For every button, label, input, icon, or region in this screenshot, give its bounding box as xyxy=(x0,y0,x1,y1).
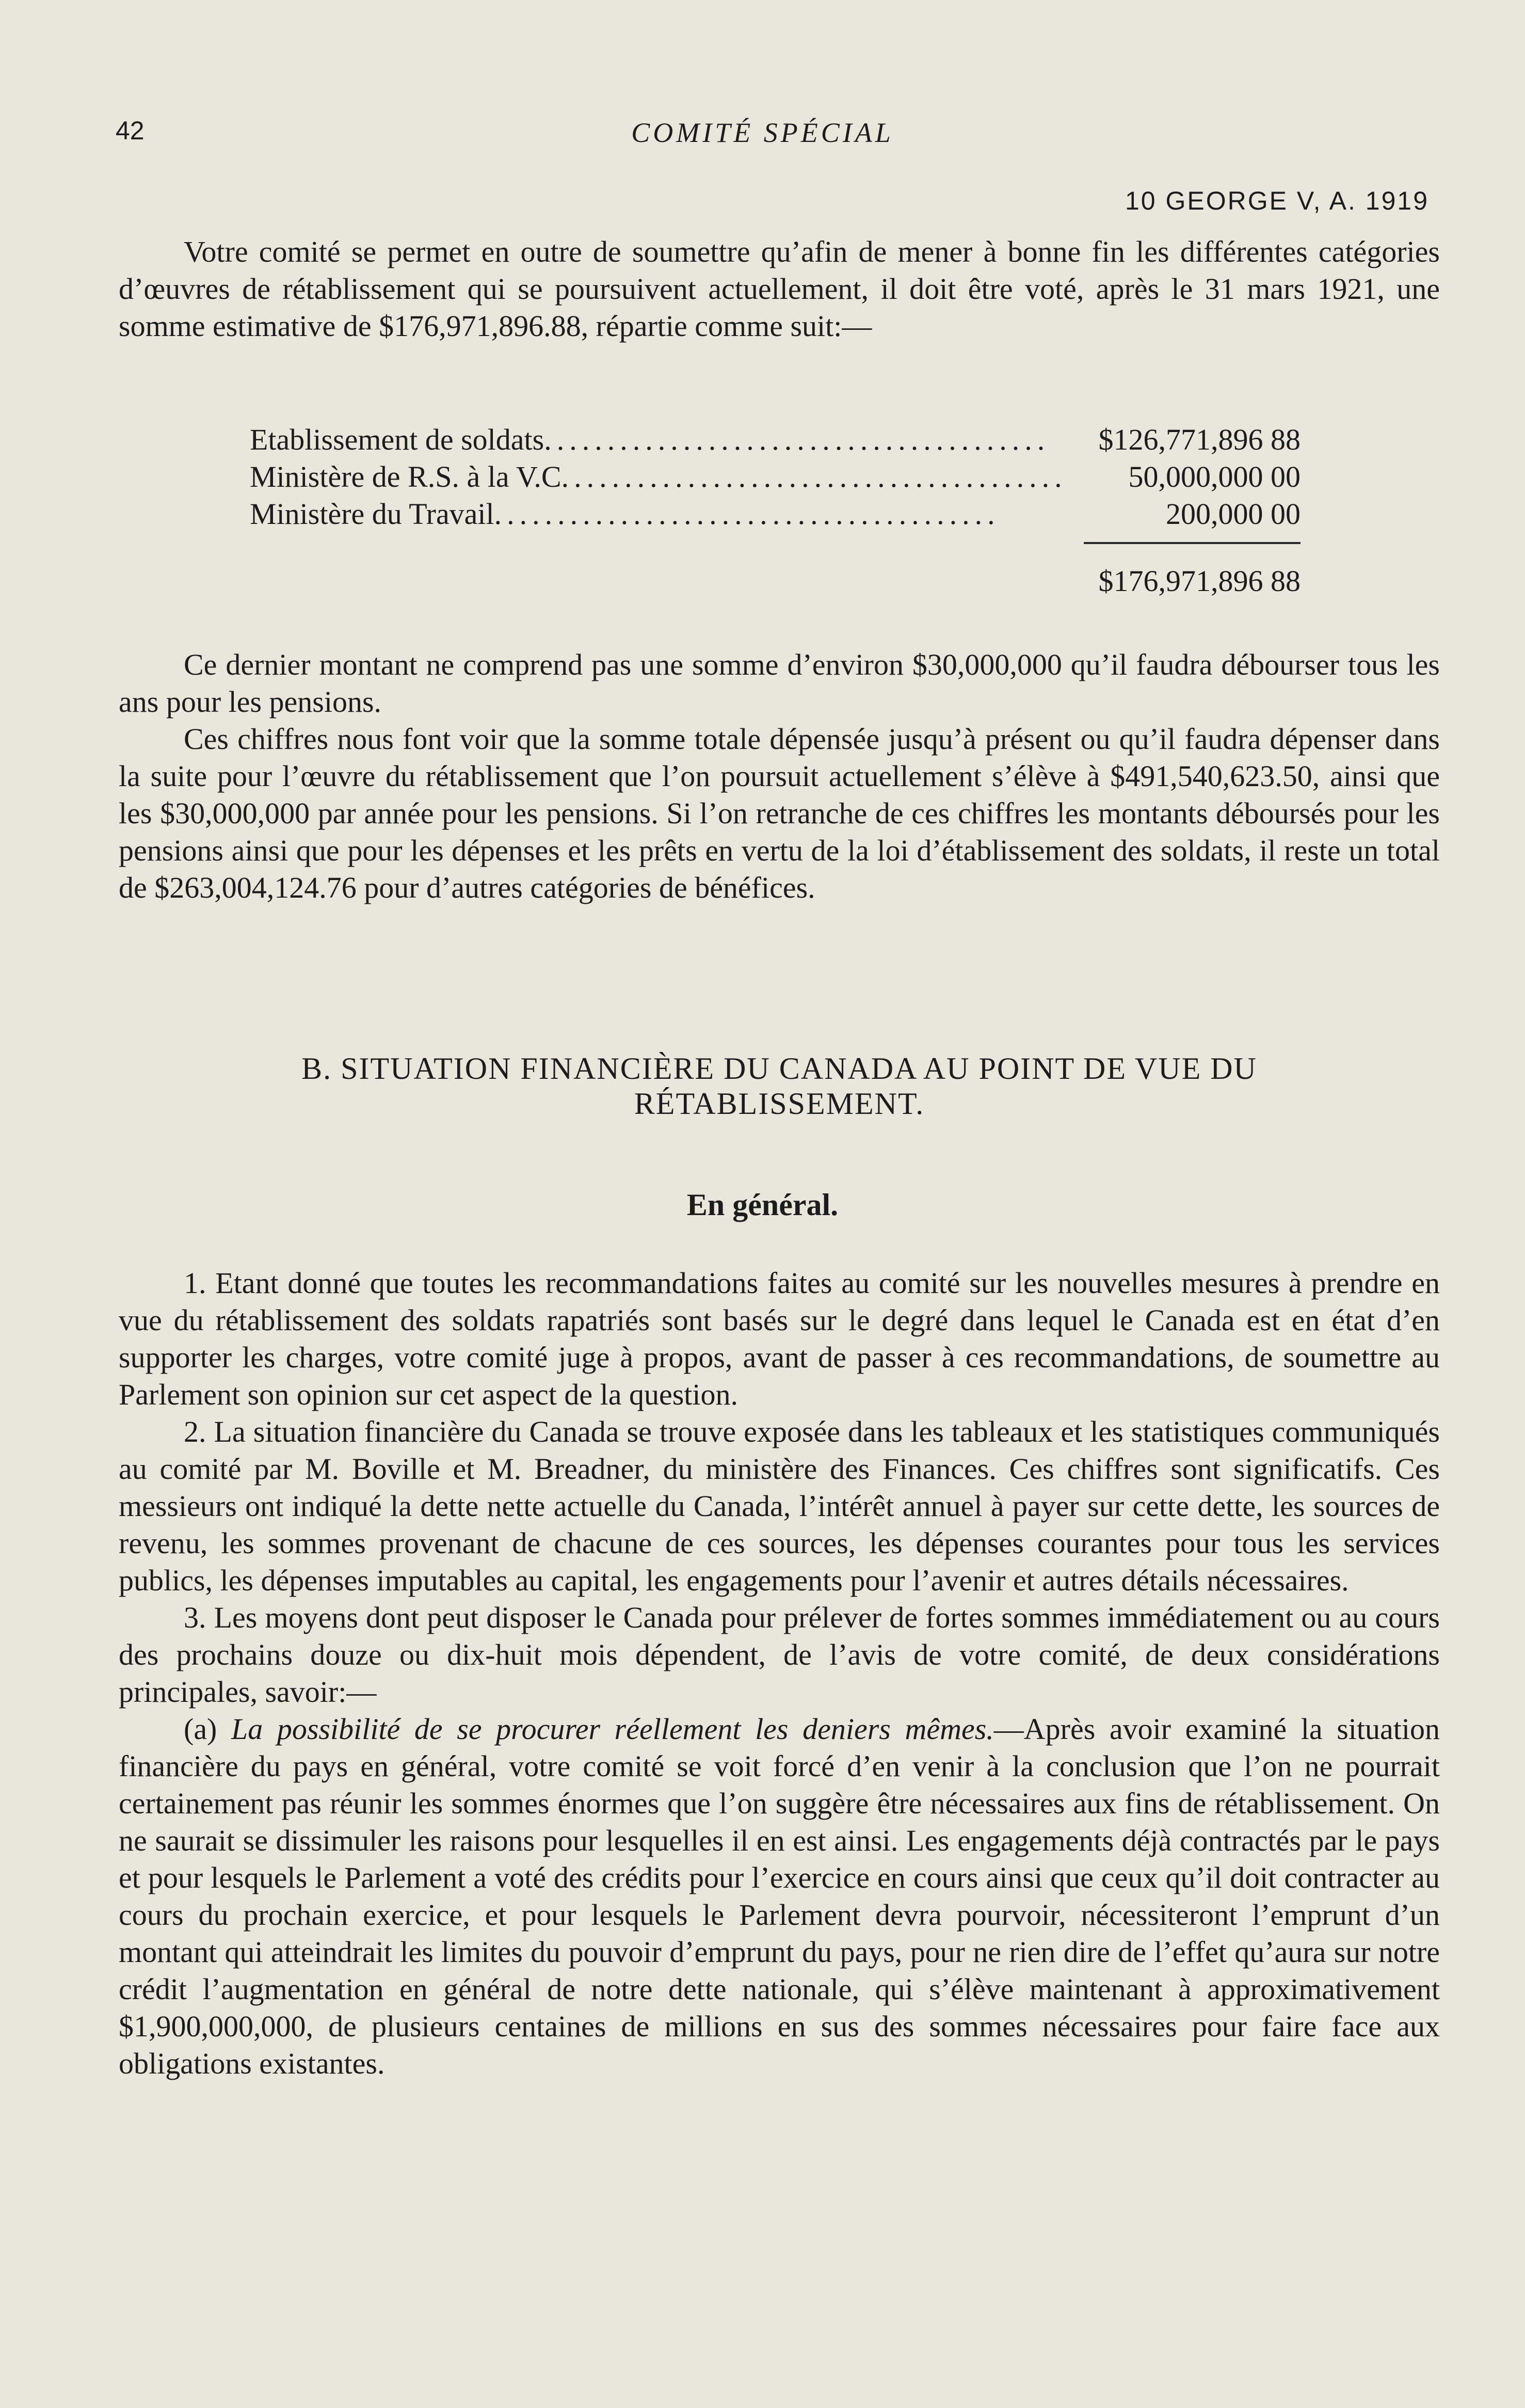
numbered-paragraph: 3. Les moyens dont peut disposer le Canada pour prélever de fortes sommes immédiatement ou au cours des prochains douze ou dix-huit mois dépendent, de l’avis de votre comité, de deux considérations principales, savoir:— xyxy=(119,1601,1440,1709)
sub-paragraph-marker: (a) xyxy=(184,1712,217,1746)
running-title: COMITÉ SPÉCIAL xyxy=(631,117,894,148)
row-label: Ministère du Travail xyxy=(250,497,494,531)
paragraph: Ces chiffres nous font voir que la somme totale dépensée jusqu’à présent ou qu’il faudra dépenser dans la suite pour l’œuvre du rétablissement que l’on poursuit actuellement s’élève à $491,540,623.50, ainsi que les $30,000,000 par année pour les pensions. Si l’on retranche de ces chiffres les montants déboursés pour les pensions ainsi que pour les dépenses et les prêts en vertu de la loi d’établissement des soldats, il reste un total de $263,004,124.76 pour d’autres catégories de bénéfices. xyxy=(119,722,1440,904)
intro-block xyxy=(119,233,1440,345)
numbered-paragraph: 2. La situation financière du Canada se trouve exposée dans les tableaux et les statistiques communiqués au comité par M. Boville et M. Breadner, du ministère des Finances. Ces chiffres sont significatifs. Ces messieurs ont indiqué la dette nette actuelle du Canada, l’intérêt annuel à payer sur cette dette, les sources de revenu, les sommes provenant de chacune de ces sources, les dépenses courantes pour tous les services publics, les dépenses imputables au capital, les engagements pour l’avenir et autres détails nécessaires. xyxy=(119,1415,1440,1597)
expenditure-table xyxy=(250,421,1301,600)
table-row xyxy=(250,458,1301,496)
intro-paragraph: Votre comité se permet en outre de soumettre qu’afin de mener à bonne fin les différentes catégories d’œuvres de rétablissement qui se poursuivent actuellement, il doit être voté, après le 31 mars 1921, une somme estimative de $176,971,896.88, répartie comme suit:— xyxy=(119,235,1440,343)
row-amount: $126,771,896 88 xyxy=(1098,423,1301,456)
paragraph: Ce dernier montant ne comprend pas une somme d’environ $30,000,000 qu’il faudra débourser tous les ans pour les pensions. xyxy=(119,648,1440,719)
total-rule xyxy=(1084,542,1301,544)
row-label: Etablissement de soldats xyxy=(250,423,544,456)
page-number: 42 xyxy=(116,116,145,145)
sub-paragraph-title: La possibilité de se procurer réellement les deniers mêmes. xyxy=(231,1712,994,1746)
section-subheading: En général. xyxy=(686,1188,839,1222)
financial-situation-block xyxy=(119,1265,1440,2082)
row-amount: 200,000 00 xyxy=(1166,497,1301,531)
numbered-paragraph: 1. Etant donné que toutes les recommandations faites au comité sur les nouvelles mesures à prendre en vue du rétablissement des soldats rapatriés sont basés sur le degré dans lequel le Canada est en état d’en supporter les charges, votre comité juge à propos, avant de passer à ces recommandations, de soumettre au Parlement son opinion sur cet aspect de la question. xyxy=(119,1266,1440,1411)
session-reference: 10 GEORGE V, A. 1919 xyxy=(1125,186,1429,215)
section-title xyxy=(119,1051,1440,1121)
sub-paragraph-body: —Après avoir examiné la situation financière du pays en général, votre comité se voit forcé d’en venir à la conclusion que l’on ne pourrait certainement pas réunir les sommes énormes que l’on suggère être nécessaires aux fins de rétablissement. On ne saurait se dissimuler les raisons pour lesquelles il en est ainsi. Les engagements déjà contractés par le pays et pour lesquels le Parlement a voté des crédits pour l’exercice en cours ainsi que ceux qu’il doit contracter au cours du prochain exercice, et pour lesquels le Parlement devra pourvoir, nécessiteront l’emprunt d’un montant qui atteindrait les limites du pouvoir d’emprunt du pays, pour ne rien dire de l’effet qu’aura sur notre crédit l’augmentation en général de notre dette nationale, qui s’élève maintenant à approximativement $1,900,000,000, de plusieurs centaines de millions en sus des sommes nécessaires pour faire face aux obligations existantes. xyxy=(119,1712,1440,2080)
leader-dots: ........................................ xyxy=(544,423,1050,456)
row-label: Ministère de R.S. à la V.C xyxy=(250,460,561,493)
table-total: $176,971,896 88 xyxy=(1098,564,1301,598)
section-title-line: B. SITUATION FINANCIÈRE DU CANADA AU POINT DE VUE DU xyxy=(301,1051,1257,1086)
row-amount: 50,000,000 00 xyxy=(1128,460,1301,493)
leader-dots: ........................................ xyxy=(494,497,1000,531)
table-total-row xyxy=(250,563,1301,600)
leader-dots: ........................................ xyxy=(561,460,1067,493)
pension-block xyxy=(119,646,1440,906)
table-row xyxy=(250,421,1301,458)
section-title-line: RÉTABLISSEMENT. xyxy=(634,1087,925,1121)
sub-paragraph-a xyxy=(119,1711,1440,2082)
table-row xyxy=(250,496,1301,533)
